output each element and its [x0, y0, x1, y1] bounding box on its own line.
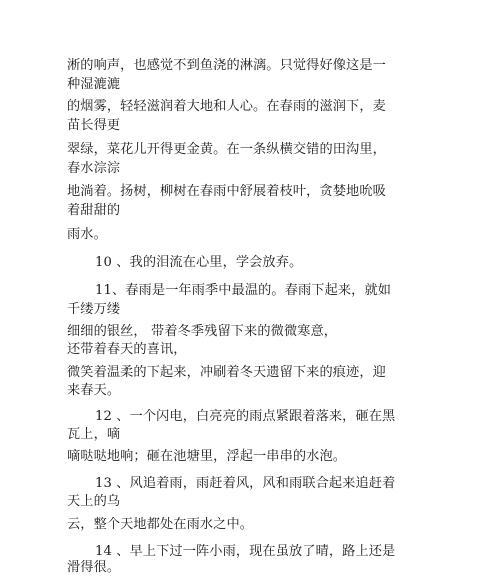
text-line: 10 、我的泪流在心里，学会放弃。: [95, 255, 303, 270]
text-line: 嘀哒哒地响；砸在池塘里，浮起一串串的水泡。: [67, 449, 347, 464]
text-line: 来春天。: [67, 383, 121, 398]
text-line: 地淌着。扬树，柳树在春雨中舒展着枝叶，贪婪地吮吸: [67, 184, 386, 199]
text-line: 滑得很。: [67, 560, 121, 575]
text-line: 种湿漉漉: [67, 77, 121, 92]
text-line: 着甜甜的: [67, 203, 121, 218]
text-line: 春水淙淙: [67, 161, 121, 176]
text-line: 云，整个天地都处在雨水之中。: [67, 517, 254, 532]
text-line: 淅的响声，也感觉不到鱼浇的淋漓。只觉得好像这是一: [67, 58, 386, 73]
text-line: 还带着春天的喜讯，: [67, 342, 187, 357]
text-line: 细细的银丝， 带着冬季残留下来的微微寒意，: [67, 324, 338, 339]
text-line: 千缕万缕: [67, 302, 121, 317]
text-line: 瓦上，嘀: [67, 427, 121, 442]
text-line: 11、春雨是一年雨季中最温的。春雨下起来，就如: [95, 283, 392, 298]
text-line: 苗长得更: [67, 118, 121, 133]
text-line: 翠绿，菜花儿开得更金黄。在一条纵横交错的田沟里，: [67, 142, 386, 157]
text-line: 天上的乌: [67, 494, 121, 509]
text-line: 的烟雾，轻轻滋润着大地和人心。在春雨的滋润下，麦: [67, 99, 386, 114]
text-line: 微笑着温柔的下起来，冲刷着冬天遗留下来的痕迹，迎: [67, 365, 386, 380]
text-line: 14 、早上下过一阵小雨，现在虽放了晴，路上还是: [95, 544, 396, 559]
text-line: 13 、风追着雨，雨赶着风，风和雨联合起来追赶着: [95, 476, 396, 491]
text-line: 雨水。: [67, 227, 107, 242]
text-line: 12 、一个闪电，白亮亮的雨点紧跟着落来，砸在黑: [95, 409, 396, 424]
